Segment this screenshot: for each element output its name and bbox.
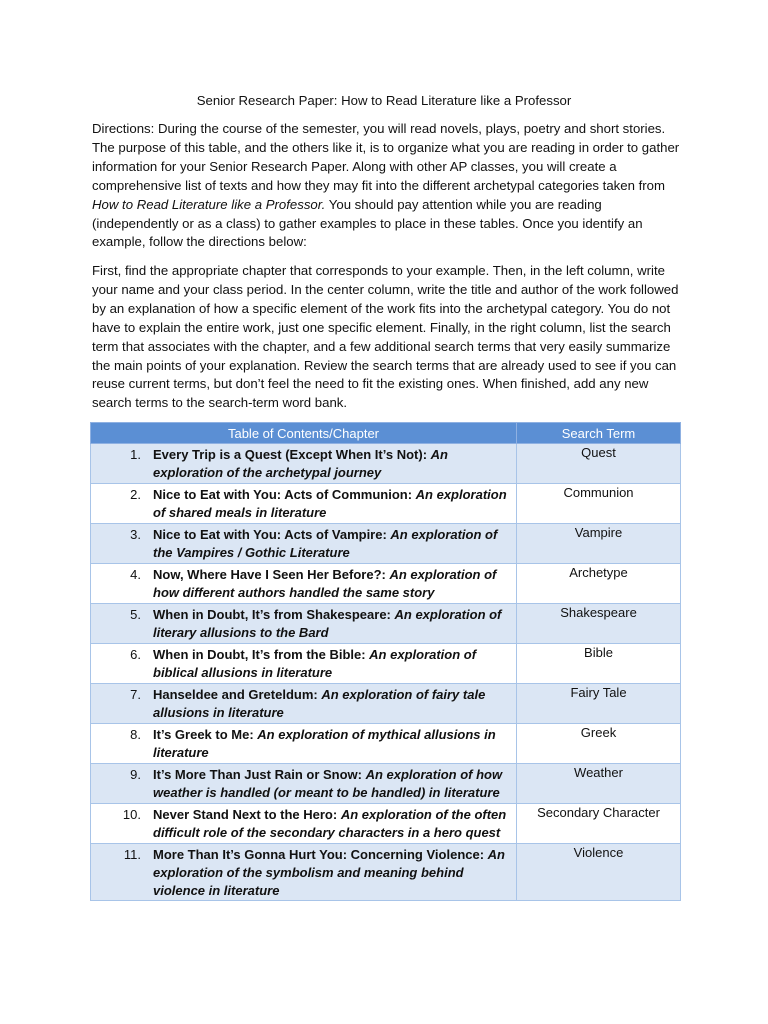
directions-paragraph	[92, 120, 684, 252]
chapter-title: Hanseldee and Greteldum:	[153, 687, 322, 702]
chapter-cell	[91, 444, 517, 484]
header-chapter: Table of Contents/Chapter	[91, 423, 517, 444]
header-search-term: Search Term	[517, 423, 681, 444]
chapter-description: An exploration of mythical allusions in literature	[153, 727, 496, 760]
chapter-title: It’s Greek to Me:	[153, 727, 258, 742]
search-term-cell: Weather	[517, 764, 681, 804]
chapter-text	[153, 806, 516, 842]
search-term-cell: Bible	[517, 644, 681, 684]
chapter-description: An exploration of literary allusions to the Bard	[153, 607, 502, 640]
chapter-number: 8.	[130, 727, 141, 742]
chapter-description: An exploration of fairy tale allusions in literature	[153, 687, 486, 720]
chapter-text	[153, 686, 516, 722]
search-term-cell: Archetype	[517, 564, 681, 604]
table-row	[91, 724, 681, 764]
search-term-cell: Violence	[517, 844, 681, 901]
chapter-title: Every Trip is a Quest (Except When It’s Not):	[153, 447, 431, 462]
chapter-cell	[91, 564, 517, 604]
chapter-text	[153, 846, 516, 900]
chapter-title: When in Doubt, It’s from Shakespeare:	[153, 607, 395, 622]
table-row	[91, 444, 681, 484]
chapter-number: 7.	[130, 687, 141, 702]
table-row	[91, 844, 681, 901]
chapter-text	[153, 566, 516, 602]
search-term-cell: Secondary Character	[517, 804, 681, 844]
chapter-description: An exploration of shared meals in literature	[153, 487, 507, 520]
chapter-number: 5.	[130, 607, 141, 622]
chapter-title: Now, Where Have I Seen Her Before?:	[153, 567, 390, 582]
chapter-description: An exploration of the often difficult role of the secondary characters in a hero quest	[153, 807, 507, 840]
chapter-title: When in Doubt, It’s from the Bible:	[153, 647, 370, 662]
chapter-cell	[91, 524, 517, 564]
chapter-number: 11.	[123, 847, 141, 862]
chapter-cell	[91, 484, 517, 524]
book-title: How to Read Literature like a Professor.	[92, 196, 326, 212]
chapter-text	[153, 646, 516, 682]
search-term-cell: Shakespeare	[517, 604, 681, 644]
chapter-description: An exploration of the archetypal journey	[153, 447, 448, 480]
chapter-title: Never Stand Next to the Hero:	[153, 807, 341, 822]
chapter-number: 1.	[130, 447, 141, 462]
chapter-table	[90, 422, 681, 901]
chapter-cell	[91, 724, 517, 764]
chapter-number: 2.	[130, 487, 141, 502]
chapter-number: 9.	[130, 767, 141, 782]
chapter-title: More Than It’s Gonna Hurt You: Concerning Violence:	[153, 847, 488, 862]
table-row	[91, 804, 681, 844]
chapter-text	[153, 446, 516, 482]
chapter-title: Nice to Eat with You: Acts of Vampire:	[153, 527, 391, 542]
chapter-text	[153, 766, 516, 802]
chapter-cell	[91, 684, 517, 724]
directions-text: Directions: During the course of the semester, you will read novels, plays, poetry and short stories. The purpose of this table, and the others like it, is to organize what you are reading in order to gather information for your Senior Research Paper. Along with other AP classes, you will create a comprehensive list of texts and how they may fit into the different archetypal categories taken from	[92, 121, 680, 193]
table-row	[91, 764, 681, 804]
directions-text-end: You should pay attention while you are reading (independently or as a class) to gather examples to place in these tables. Once you identify an example, follow the directions below:	[92, 196, 643, 250]
chapter-cell	[91, 764, 517, 804]
search-term-cell: Communion	[517, 484, 681, 524]
chapter-description: An exploration of how weather is handled (or meant to be handled) in literature	[153, 767, 503, 800]
chapter-text	[153, 606, 516, 642]
chapter-number: 4.	[130, 567, 141, 582]
page-title: Senior Research Paper: How to Read Literature like a Professor	[196, 93, 572, 108]
table-header-row	[91, 423, 681, 444]
chapter-text	[153, 486, 516, 522]
chapter-number: 6.	[130, 647, 141, 662]
search-term-cell: Fairy Tale	[517, 684, 681, 724]
chapter-text	[153, 526, 516, 562]
chapter-description: An exploration of biblical allusions in literature	[153, 647, 477, 680]
chapter-description: An exploration of the symbolism and meaning behind violence in literature	[153, 847, 505, 898]
search-term-cell: Greek	[517, 724, 681, 764]
chapter-description: An exploration of the Vampires / Gothic Literature	[153, 527, 498, 560]
instructions-paragraph: First, find the appropriate chapter that corresponds to your example. Then, in the left column, write your name and your class period. In the center column, write the title and author of the work followed by an explanation of how a specific element of the work fits into the archetypal category. You do not have to explain the entire work, just one specific element. Finally, in the right column, list the search term that associates with the chapter, and a few additional search terms that very easily summarize the main points of your explanation. Review the search terms that are already used to see if you can reuse current terms, but don’t feel the need to fit the existing ones. When finished, add any new search terms to the search-term word bank.	[92, 263, 679, 411]
chapter-cell	[91, 644, 517, 684]
chapter-number: 3.	[130, 527, 141, 542]
table-row	[91, 564, 681, 604]
chapter-cell	[91, 804, 517, 844]
table-row	[91, 524, 681, 564]
chapter-title: Nice to Eat with You: Acts of Communion:	[153, 487, 416, 502]
table-row	[91, 684, 681, 724]
search-term-cell: Quest	[517, 444, 681, 484]
table-row	[91, 484, 681, 524]
chapter-cell	[91, 844, 517, 901]
chapter-text	[153, 726, 516, 762]
chapter-number: 10.	[122, 807, 141, 822]
chapter-description: An exploration of how different authors handled the same story	[153, 567, 497, 600]
chapter-title: It’s More Than Just Rain or Snow:	[153, 767, 366, 782]
chapter-cell	[91, 604, 517, 644]
search-term-cell: Vampire	[517, 524, 681, 564]
table-row	[91, 604, 681, 644]
table-row	[91, 644, 681, 684]
